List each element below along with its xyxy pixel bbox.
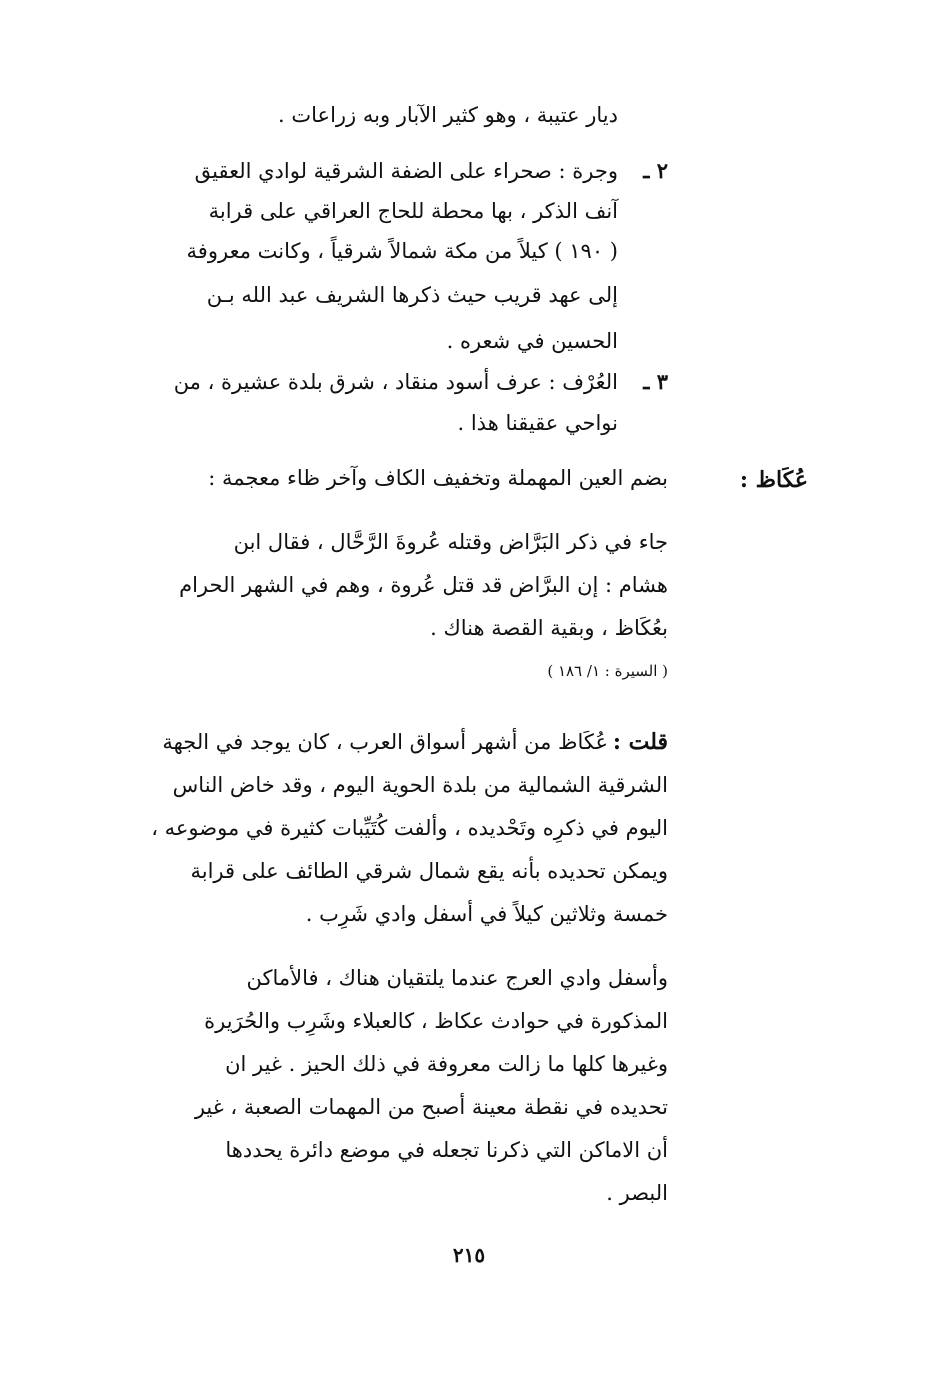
text-line: آنف الذكر ، بها محطة للحاج العراقي على قرابة	[208, 199, 618, 223]
paragraph-lead: قلت :	[612, 729, 668, 755]
entry-headword: عُكَاظ :	[739, 467, 808, 493]
text-line: بعُكَاظ ، وبقية القصة هناك .	[430, 616, 668, 640]
text-line: هشام : إن البرَّاض قد قتل عُروة ، وهم في الشهر الحرام	[179, 573, 668, 597]
text-line: الحسين في شعره .	[446, 329, 618, 353]
text-line: ديار عتيبة ، وهو كثير الآبار وبه زراعات .	[278, 103, 618, 127]
text-line: نواحي عقيقنا هذا .	[457, 411, 618, 435]
text-line: العُرْف : عرف أسود منقاد ، شرق بلدة عشيرة ، من	[173, 370, 618, 394]
text-line: ويمكن تحديده بأنه يقع شمال شرقي الطائف على قرابة	[190, 859, 668, 883]
text-line: اليوم في ذكرِه وتَحْديده ، وألفت كُتَيِّبات كثيرة في موضوعه ،	[151, 816, 668, 840]
text-line: أن الاماكن التي ذكرنا تجعله في موضع دائرة يحددها	[225, 1138, 668, 1162]
text-line: البصر .	[606, 1181, 668, 1205]
text-line: إلى عهد قريب حيث ذكرها الشريف عبد الله بـن	[206, 283, 618, 307]
text-line: عُكَاظ من أشهر أسواق العرب ، كان يوجد في الجهة	[162, 730, 608, 754]
text-line: جاء في ذكر البَرَّاض وقتله عُروةَ الرَّحَّال ، فقال ابن	[233, 530, 668, 554]
text-line: وغيرها كلها ما زالت معروفة في ذلك الحيز . غير ان	[225, 1052, 668, 1076]
page-number: ٢١٥	[452, 1243, 486, 1267]
text-line: وجرة : صحراء على الضفة الشرقية لوادي العقيق	[194, 159, 618, 183]
item-number: ٢ ـ	[643, 158, 668, 183]
text-line: الشرقية الشمالية من بلدة الحوية اليوم ، وقد خاض الناس	[172, 773, 668, 797]
text-line: تحديده في نقطة معينة أصبح من المهمات الصعبة ، غير	[194, 1095, 668, 1119]
text-line: ( ١٩٠ ) كيلاً من مكة شمالاً شرقياً ، وكانت معروفة	[186, 239, 618, 263]
entry-definition: بضم العين المهملة وتخفيف الكاف وآخر ظاء معجمة :	[208, 466, 668, 490]
item-number: ٣ ـ	[643, 369, 668, 394]
text-line: خمسة وثلاثين كيلاً في أسفل وادي شَرِب .	[305, 902, 668, 926]
citation: ( السيرة : ١/ ١٨٦ )	[547, 662, 668, 680]
text-line: وأسفل وادي العرج عندما يلتقيان هناك ، فالأماكن	[246, 966, 668, 990]
text-line: المذكورة في حوادث عكاظ ، كالعبلاء وشَرِب والحُرَيرة	[204, 1009, 668, 1033]
